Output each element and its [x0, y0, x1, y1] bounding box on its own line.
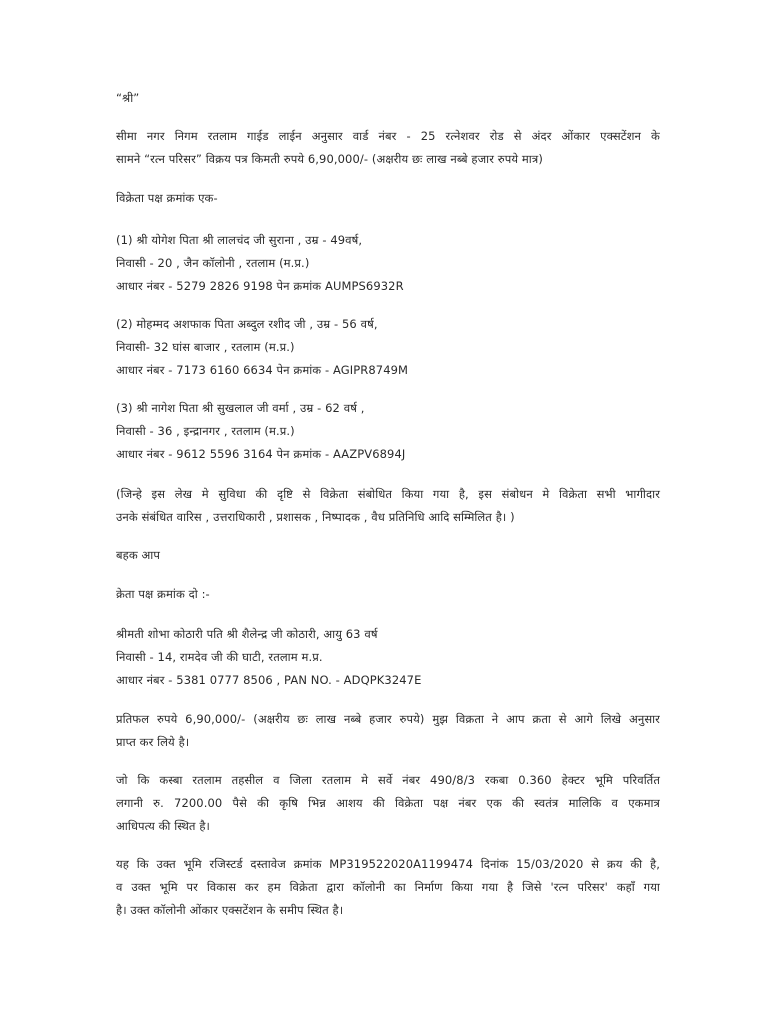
- buyer-address: निवासी - 14, रामदेव जी की घाटी, रतलाम म.प्र.: [116, 650, 323, 664]
- seller3-address: निवासी - 36 , इन्द्रानगर , रतलाम (म.प्र.): [116, 424, 295, 438]
- buyer-name: श्रीमती शोभा कोठारी पति श्री शैलेन्द्र जी कोठारी, आयु 63 वर्ष: [116, 627, 378, 641]
- seller-note-line-1: (जिन्हे इस लेख मे सुविधा की दृष्टि से विक्रेता संबोधित किया गया है, इस संबोधन मे विक्रेता सभी भागीदार: [116, 487, 660, 501]
- bahak-text: बहक आप: [116, 548, 161, 562]
- buyer-id: आधार नंबर - 5381 0777 8506 , PAN NO. - ADQPK3247E: [116, 673, 422, 687]
- invocation-heading: “श्री”: [116, 91, 140, 105]
- seller3-name: (3) श्री नागेश पिता श्री सुखलाल जी वर्मा , उम्र - 62 वर्ष ,: [116, 401, 365, 415]
- registry-line-3: है। उक्त कॉलोनी ओंकार एक्सटेंशन के समीप स्थित है।: [116, 903, 344, 917]
- buyer-section-heading: क्रेता पक्ष क्रमांक दो :-: [116, 587, 210, 601]
- seller2-name: (2) मोहम्मद अशफाक पिता अब्दुल रशीद जी , उम्र - 56 वर्ष,: [116, 317, 378, 331]
- consideration-line-1: प्रतिफल रुपये 6,90,000/- (अक्षरीय छः लाख नब्बे हजार रुपये) मुझ विक्रता ने आप क्रता से आगे लिखे अनुसार: [116, 712, 660, 726]
- land-line-2: लगानी रु. 7200.00 पैसे की कृषि भिन्न आशय की विक्रेता पक्ष नंबर एक की स्वतंत्र मालिकि व एकमात्र: [116, 796, 660, 810]
- seller-section-heading: विक्रेता पक्ष क्रमांक एक-: [116, 191, 218, 205]
- seller1-id: आधार नंबर - 5279 2826 9198 पेन क्रमांक AUMPS6932R: [116, 279, 404, 293]
- intro-line-2: सामने “रत्न परिसर” विक्रय पत्र किमती रुपये 6,90,000/- (अक्षरीय छः लाख नब्बे हजार रुपये मात्र): [116, 152, 543, 166]
- consideration-line-2: प्राप्त कर लिये है।: [116, 735, 190, 749]
- seller1-name: (1) श्री योगेश पिता श्री लालचंद जी सुराना , उम्र - 49वर्ष,: [116, 233, 363, 247]
- seller-note-line-2: उनके संबंधित वारिस , उत्तराधिकारी , प्रशासक , निष्पादक , वैध प्रतिनिधि आदि सम्मिलित है। ): [116, 510, 515, 524]
- land-line-3: आधिपत्य की स्थित है।: [116, 819, 211, 833]
- seller3-id: आधार नंबर - 9612 5596 3164 पेन क्रमांक - AAZPV6894J: [116, 447, 406, 461]
- intro-line-1: सीमा नगर निगम रतलाम गाईड लाईन अनुसार वार्ड नंबर - 25 रत्नेशवर रोड से अंदर ओंकार एक्सटेंशन के: [116, 129, 660, 143]
- seller2-address: निवासी- 32 घांस बाजार , रतलाम (म.प्र.): [116, 340, 295, 354]
- seller1-address: निवासी - 20 , जैन कॉलोनी , रतलाम (म.प्र.): [116, 256, 310, 270]
- registry-line-1: यह कि उक्त भूमि रजिस्टर्ड दस्तावेज क्रमांक MP319522020A1199474 दिनांक 15/03/2020 से क्रय की है,: [116, 857, 660, 871]
- seller2-id: आधार नंबर - 7173 6160 6634 पेन क्रमांक - AGIPR8749M: [116, 363, 409, 377]
- registry-line-2: व उक्त भूमि पर विकास कर हम विक्रेता द्वारा कॉलोनी का निर्माण किया गया है जिसे 'रत्न परिसर' कहाँ गया: [116, 880, 660, 894]
- land-line-1: जो कि कस्बा रतलाम तहसील व जिला रतलाम मे सर्वे नंबर 490/8/3 रकबा 0.360 हेक्टर भूमि परिवर्तित: [116, 773, 660, 787]
